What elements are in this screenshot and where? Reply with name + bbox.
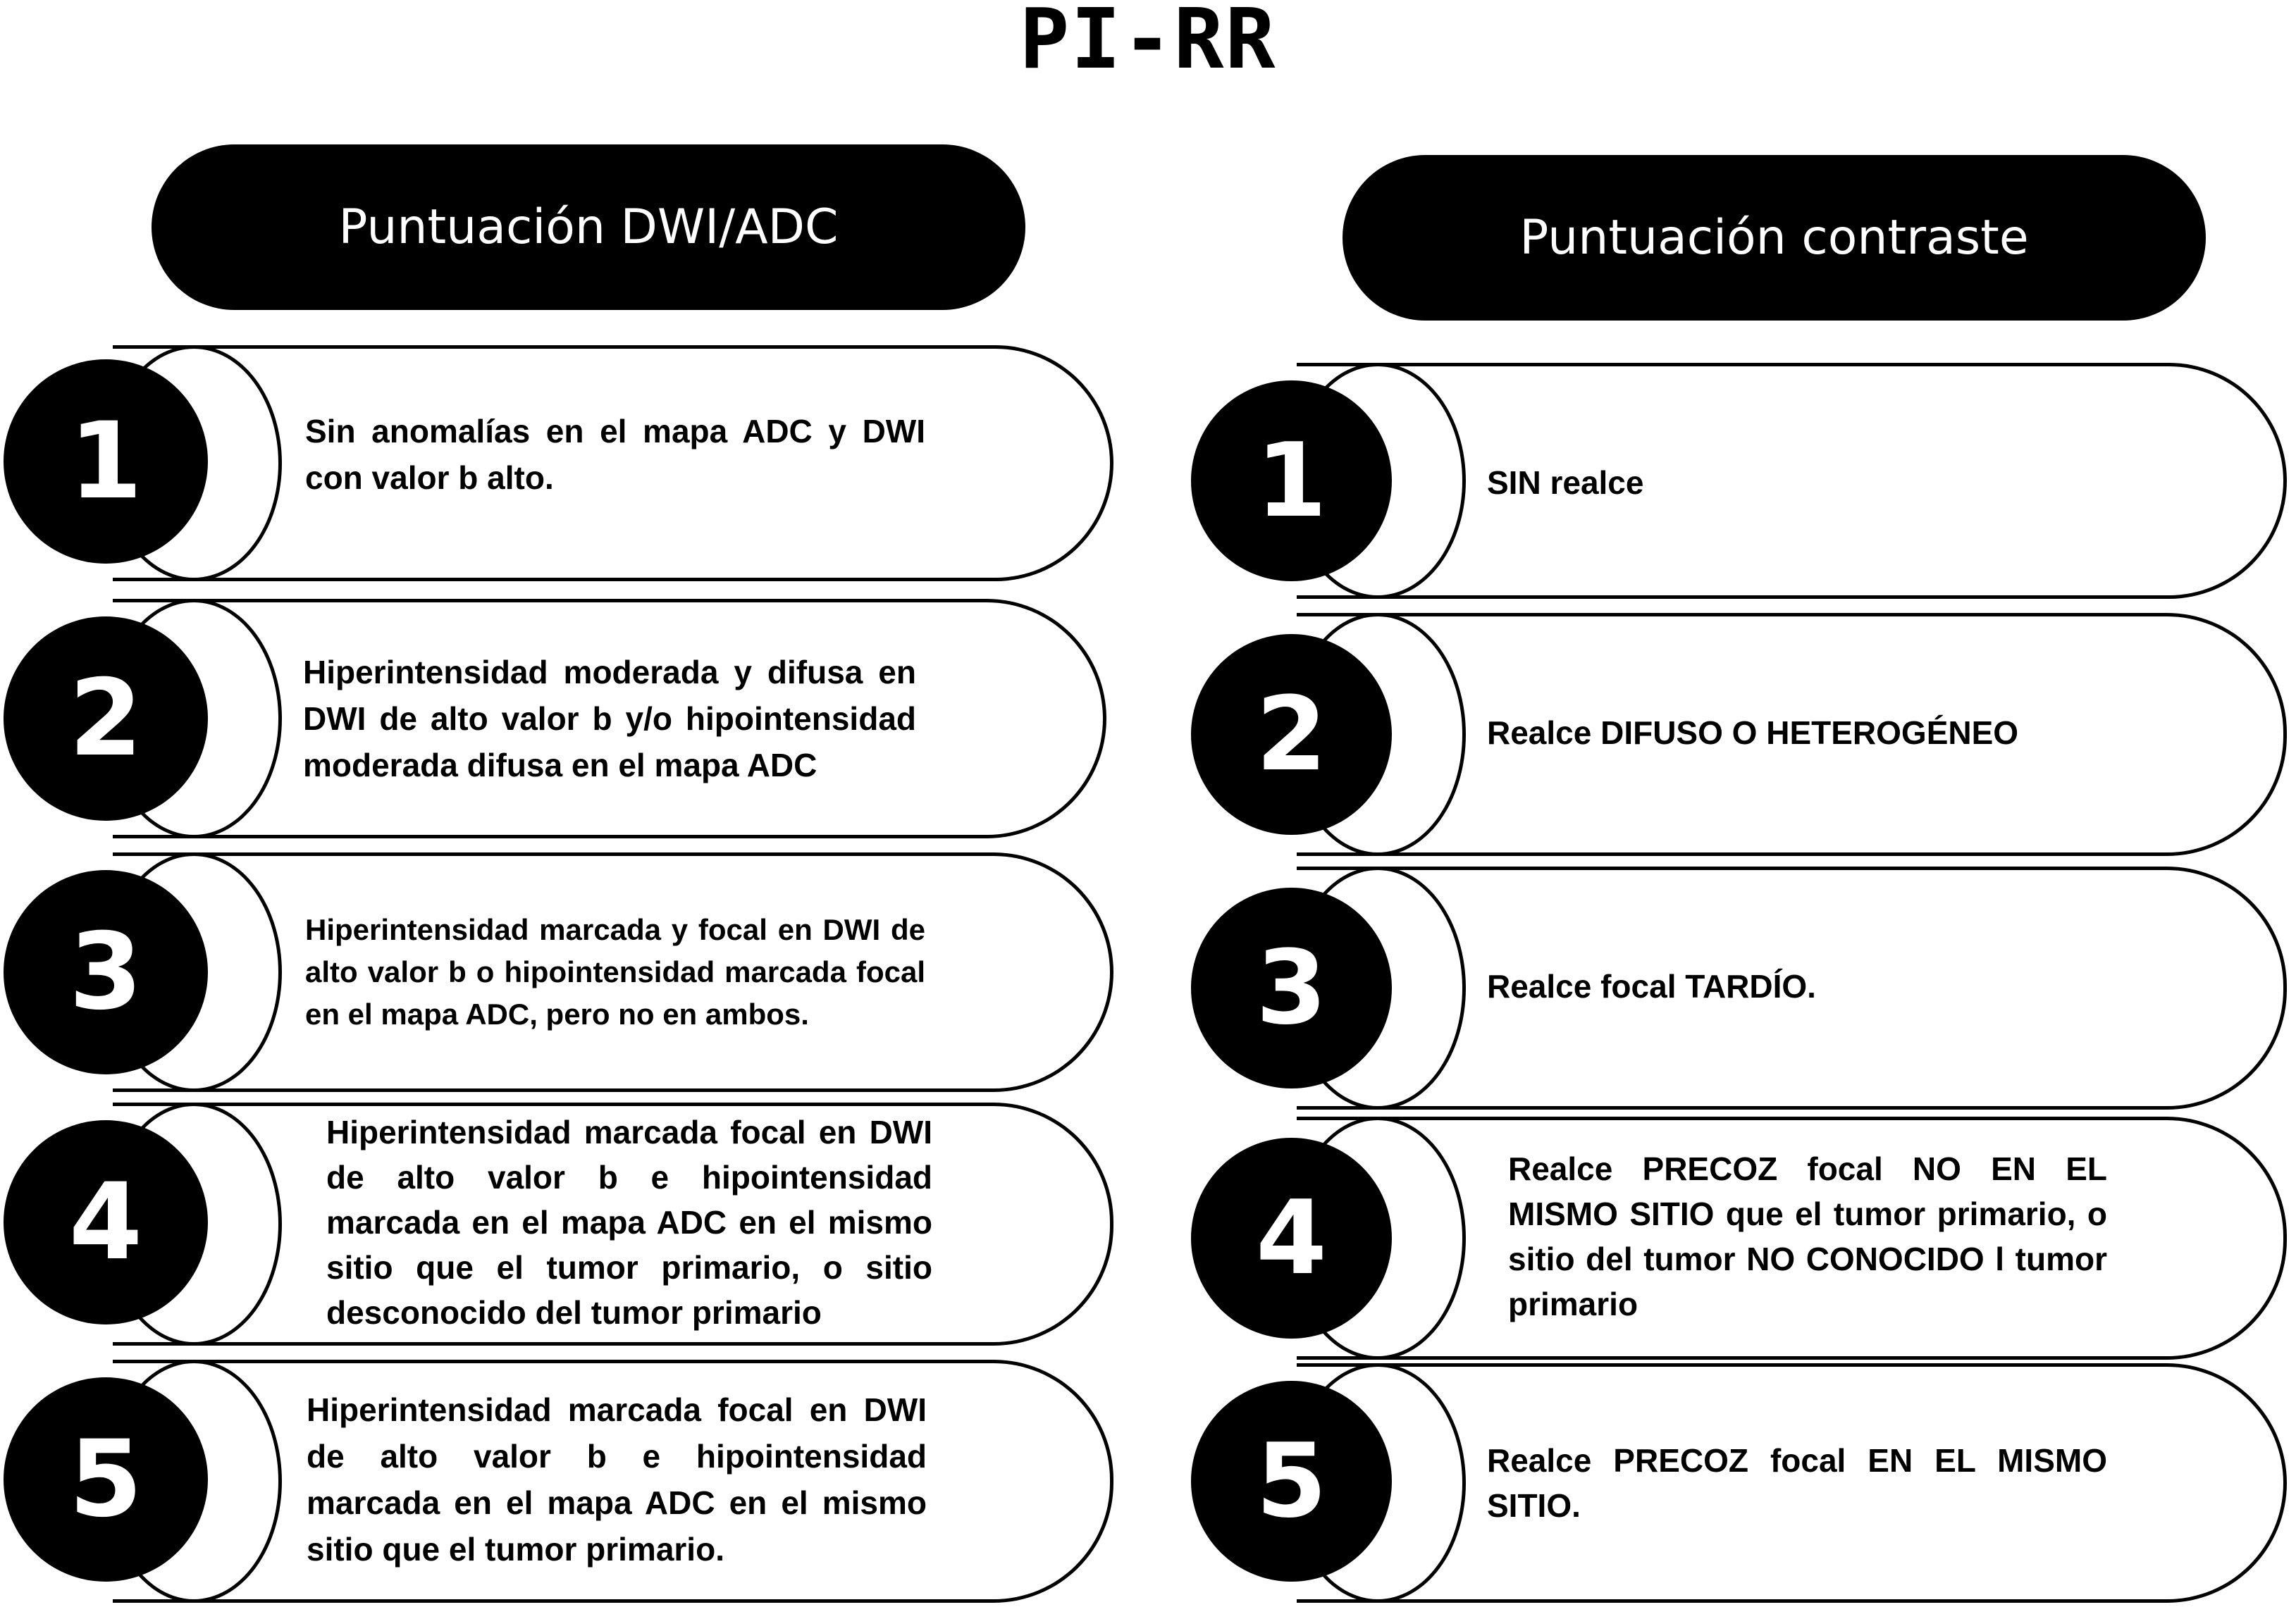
score-badge: 2 [1191, 634, 1392, 835]
score-badge: 3 [1191, 888, 1392, 1088]
score-badge: 2 [4, 616, 208, 821]
score-description: Realce PRECOZ focal EN EL MISMO SITIO. [1487, 1442, 2107, 1524]
score-description: Hiperintensidad marcada y focal en DWI de alto valor b o hipointensidad marcada focal en el mapa ADC, pero no en ambos. [305, 913, 925, 1031]
score-description: Hiperintensidad marcada focal en DWI de alto valor b e hipointensidad marcada en el mapa ADC en el mismo sitio que el tumor primario. [307, 1391, 927, 1568]
diagram-title: PI-RR [1019, 0, 1277, 87]
score-badge: 3 [4, 870, 208, 1074]
header-dwi-adc: Puntuación DWI/ADC [152, 144, 1025, 310]
score-description: Realce PRECOZ focal NO EN EL MISMO SITIO que el tumor primario, o sitio del tumor NO CONOCIDO l tumor primario [1508, 1150, 2107, 1322]
score-badge: 5 [4, 1377, 208, 1582]
score-badge: 4 [1191, 1138, 1392, 1339]
score-description: Sin anomalías en el mapa ADC y DWI con valor b alto. [305, 413, 925, 496]
score-description: SIN realce [1487, 464, 1644, 501]
score-description: Realce focal TARDÍO. [1487, 968, 1816, 1005]
score-description: Hiperintensidad moderada y difusa en DWI de alto valor b y/o hipointensidad moderada difusa en el mapa ADC [303, 654, 916, 783]
score-description: Realce DIFUSO O HETEROGÉNEO [1487, 714, 2019, 751]
header-contrast: Puntuación contraste [1343, 155, 2206, 321]
score-badge: 5 [1191, 1381, 1392, 1582]
score-badge: 1 [4, 359, 208, 564]
score-badge: 1 [1191, 380, 1392, 581]
score-description: Hiperintensidad marcada focal en DWI de alto valor b e hipointensidad marcada en el mapa ADC en el mismo sitio que el tumor primario, o sitio desconocido del tumor primario [326, 1114, 932, 1331]
score-badge: 4 [4, 1120, 208, 1324]
